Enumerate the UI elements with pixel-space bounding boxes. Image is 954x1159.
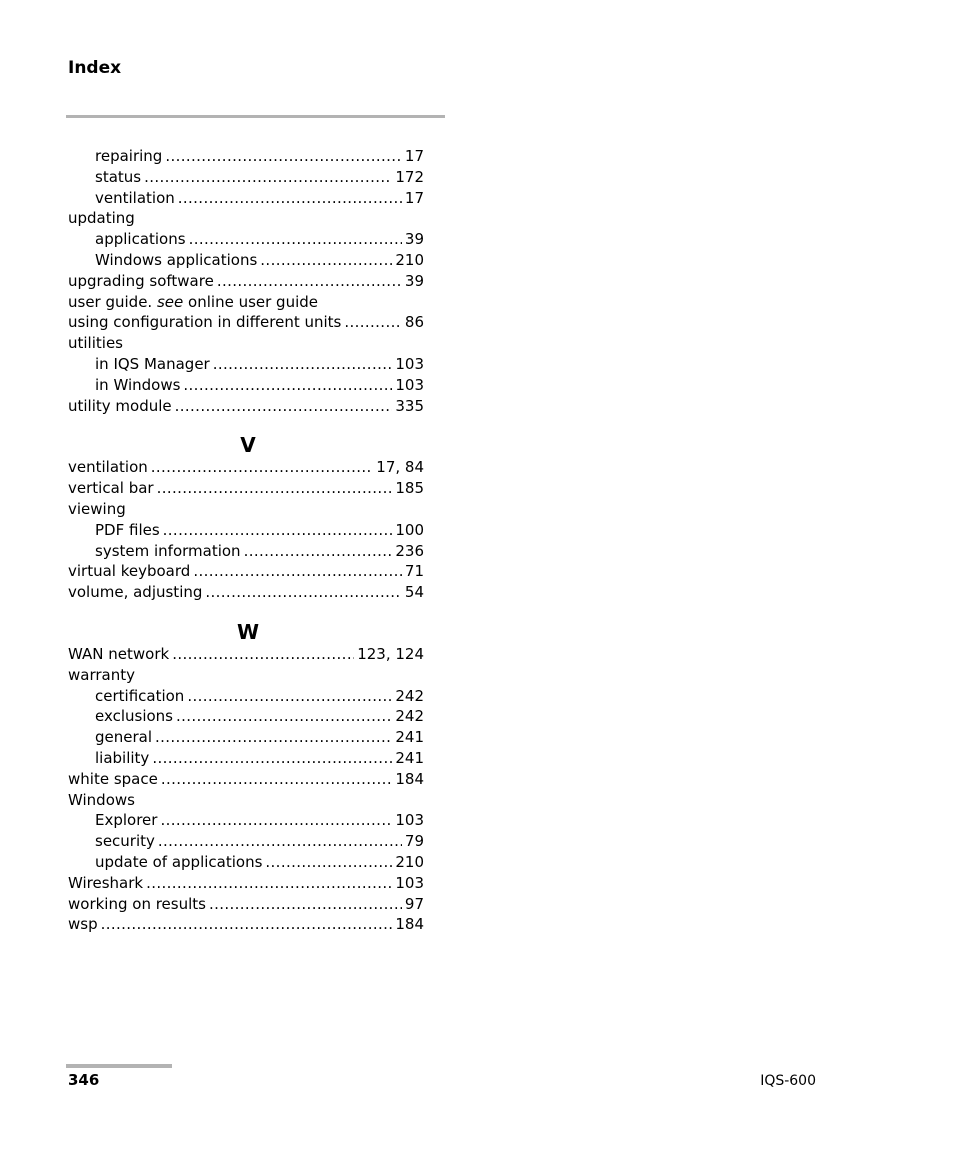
page-reference: 39 — [404, 271, 424, 290]
dot-leader — [183, 375, 392, 396]
index-term — [68, 312, 341, 333]
index-term — [68, 457, 148, 478]
index-term — [95, 852, 262, 873]
index-term — [68, 894, 206, 915]
page-reference: 184 — [395, 915, 424, 934]
index-term-text: status — [95, 167, 142, 186]
index-term-text: applications — [95, 230, 186, 249]
index-entry — [68, 457, 424, 478]
dot-leader — [161, 769, 393, 790]
dot-leader — [152, 748, 392, 769]
index-term — [95, 810, 157, 831]
dot-leader — [175, 396, 393, 417]
see-reference-target: online user guide — [188, 292, 319, 311]
dot-leader — [160, 810, 392, 831]
index-term — [95, 748, 149, 769]
index-term — [95, 188, 175, 209]
dot-leader — [144, 167, 392, 188]
index-term — [95, 686, 184, 707]
page-reference: 210 — [395, 852, 424, 871]
index-term — [95, 229, 186, 250]
index-entry — [68, 894, 424, 915]
index-term-text: upgrading software — [68, 271, 214, 290]
index-entry — [68, 478, 424, 499]
index-subentry — [68, 188, 424, 209]
index-term — [68, 396, 172, 417]
page-reference: 103 — [395, 873, 424, 892]
index-subentry — [68, 520, 424, 541]
dot-leader — [172, 644, 354, 665]
index-subentry — [68, 541, 424, 562]
page-reference: 103 — [395, 354, 424, 373]
dot-leader — [178, 188, 402, 209]
index-subentry — [68, 146, 424, 167]
index-term — [68, 644, 169, 665]
index-term — [68, 271, 214, 292]
index-subentry — [68, 229, 424, 250]
index-term-text: utilities — [68, 334, 123, 353]
index-term — [95, 727, 152, 748]
index-term-text: security — [95, 832, 155, 851]
page-reference: 79 — [404, 832, 424, 851]
page-reference: 71 — [404, 562, 424, 581]
section-gap — [68, 603, 424, 620]
section-letter-heading: V — [240, 433, 256, 458]
index-term-text: vertical bar — [68, 479, 154, 498]
index-term-text: virtual keyboard — [68, 562, 191, 581]
index-term-text: Windows — [68, 790, 135, 809]
index-term-text: using configuration in different units — [68, 313, 342, 332]
dot-leader — [176, 706, 392, 727]
index-subentry — [68, 250, 424, 271]
index-term — [68, 292, 318, 313]
index-term-text: Explorer — [95, 811, 158, 830]
index-term-text: white space — [68, 769, 158, 788]
page-reference: 17 — [404, 147, 424, 165]
index-term-text: viewing — [68, 499, 126, 518]
index-term-text: wsp — [68, 915, 98, 934]
index-term — [95, 706, 173, 727]
page-reference: 103 — [395, 375, 424, 394]
footer-divider — [66, 1064, 172, 1068]
index-entry — [68, 873, 424, 894]
index-term-text: WAN network — [68, 644, 170, 663]
page-reference: 103 — [395, 811, 424, 830]
dot-leader — [265, 852, 392, 873]
page-reference: 97 — [404, 894, 424, 913]
index-entry — [68, 914, 424, 935]
dot-leader — [209, 894, 402, 915]
index-term-text: PDF files — [95, 520, 160, 539]
index-term — [68, 208, 135, 229]
index-term — [68, 665, 135, 686]
page-reference: 335 — [395, 396, 424, 415]
dot-leader — [213, 354, 393, 375]
page-number: 346 — [68, 1071, 100, 1089]
index-subentry — [68, 810, 424, 831]
see-reference-label: see — [156, 292, 184, 311]
index-entry — [68, 790, 424, 811]
index-entry — [68, 312, 424, 333]
index-entry — [68, 292, 424, 313]
index-term-text: exclusions — [95, 707, 173, 726]
index-term — [68, 914, 98, 935]
index-term-text: in Windows — [95, 375, 181, 394]
index-term-text: Windows applications — [95, 250, 258, 269]
page-reference: 172 — [395, 167, 424, 186]
dot-leader — [158, 831, 402, 852]
index-term-text: utility module — [68, 396, 172, 415]
index-term — [68, 333, 123, 354]
index-term-text: updating — [68, 209, 135, 228]
index-term — [68, 582, 202, 603]
index-term — [95, 541, 241, 562]
index-subentry — [68, 354, 424, 375]
page-reference: 39 — [404, 230, 424, 249]
index-term-text: update of applications — [95, 852, 263, 871]
index-entry — [68, 582, 424, 603]
dot-leader — [187, 686, 392, 707]
page-reference: 54 — [404, 583, 424, 602]
index-subentry — [68, 375, 424, 396]
dot-leader — [205, 582, 402, 603]
index-entry — [68, 665, 424, 686]
index-term — [95, 375, 180, 396]
dot-leader — [101, 914, 393, 935]
index-term — [95, 250, 257, 271]
dot-leader — [217, 271, 402, 292]
index-term — [68, 499, 126, 520]
page-reference: 123, 124 — [357, 644, 424, 663]
index-term-text: warranty — [68, 665, 135, 684]
page-reference: 17 — [404, 188, 424, 207]
section-gap — [68, 416, 424, 433]
dot-leader — [260, 250, 392, 271]
index-term — [68, 790, 135, 811]
index-term — [68, 769, 158, 790]
product-name: IQS-600 — [760, 1073, 816, 1089]
dot-leader — [146, 873, 392, 894]
page-reference: 242 — [395, 707, 424, 726]
index-subentry — [68, 852, 424, 873]
dot-leader — [244, 541, 393, 562]
header-divider — [66, 115, 445, 118]
page-reference: 236 — [395, 541, 424, 560]
page-reference: 100 — [395, 520, 424, 539]
index-entry — [68, 644, 424, 665]
page-reference: 17, 84 — [376, 458, 424, 477]
dot-leader — [193, 561, 402, 582]
index-column — [68, 146, 424, 935]
index-term — [95, 167, 141, 188]
index-term-text: liability — [95, 748, 150, 767]
dot-leader — [189, 229, 402, 250]
index-entry — [68, 208, 424, 229]
page-reference: 185 — [395, 479, 424, 498]
index-term-text: system information — [95, 541, 241, 560]
index-term-text: general — [95, 728, 153, 747]
dot-leader — [155, 727, 392, 748]
dot-leader — [151, 457, 374, 478]
page-reference: 184 — [395, 769, 424, 788]
index-term-text: repairing — [95, 147, 163, 165]
index-subentry — [68, 686, 424, 707]
index-term-text: certification — [95, 686, 185, 705]
index-term-text: user guide. — [68, 292, 153, 311]
page-reference: 210 — [395, 250, 424, 269]
index-subentry — [68, 748, 424, 769]
index-term — [68, 478, 154, 499]
page-reference: 86 — [404, 313, 424, 332]
page-reference: 241 — [395, 728, 424, 747]
index-subentry — [68, 167, 424, 188]
index-term — [68, 561, 190, 582]
index-term-text: ventilation — [68, 458, 148, 477]
page-reference: 241 — [395, 748, 424, 767]
index-term-text: volume, adjusting — [68, 583, 203, 602]
dot-leader — [163, 520, 393, 541]
index-term-text: Wireshark — [68, 873, 144, 892]
index-term — [95, 831, 155, 852]
index-entry — [68, 396, 424, 417]
dot-leader — [157, 478, 393, 499]
index-term — [95, 520, 160, 541]
section-letter-heading: W — [236, 619, 260, 644]
index-subentry — [68, 831, 424, 852]
index-entry — [68, 271, 424, 292]
index-term — [68, 873, 143, 894]
index-entry — [68, 769, 424, 790]
index-term-text: working on results — [68, 894, 206, 913]
index-term-text: ventilation — [95, 188, 175, 207]
index-entry — [68, 561, 424, 582]
index-term — [95, 354, 210, 375]
index-subentry — [68, 727, 424, 748]
index-entry — [68, 499, 424, 520]
index-entry — [68, 333, 424, 354]
index-term — [95, 146, 162, 167]
page-header-title: Index — [68, 58, 122, 78]
index-subentry — [68, 706, 424, 727]
dot-leader — [165, 146, 402, 167]
dot-leader — [344, 312, 402, 333]
index-term-text: in IQS Manager — [95, 354, 210, 373]
page-reference: 242 — [395, 686, 424, 705]
